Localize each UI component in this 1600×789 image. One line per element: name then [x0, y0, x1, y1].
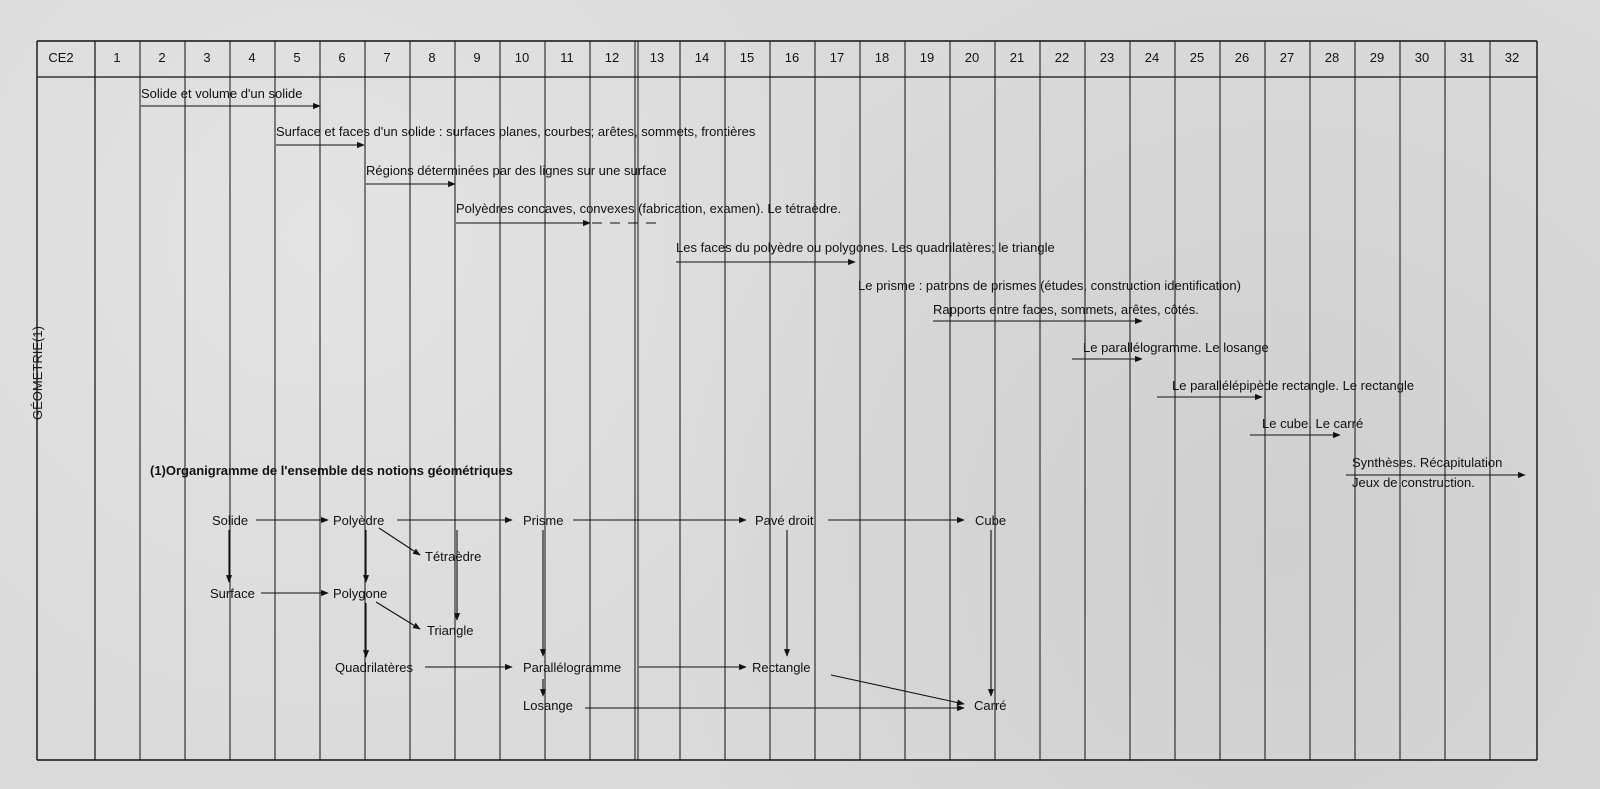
- node-pave-droit: Pavé droit: [755, 513, 814, 528]
- topic-surface: Surface et faces d'un solide : surfaces planes, courbes; arêtes, sommets, frontières: [276, 124, 756, 139]
- topic-regions: Régions déterminées par des lignes sur une surface: [366, 163, 667, 178]
- header-week-1: 1: [113, 50, 121, 65]
- topic-faces: Les faces du polyèdre ou polygones. Les quadrilatères; le triangle: [676, 240, 1055, 255]
- node-solide: Solide: [212, 513, 249, 528]
- topic-syntheses: Synthèses. Récapitulation: [1352, 455, 1503, 470]
- node-tetraedre: Tétraèdre: [425, 549, 482, 564]
- header-week-12: 12: [604, 50, 620, 65]
- header-week-6: 6: [338, 50, 346, 65]
- header-week-18: 18: [874, 50, 890, 65]
- header-week-19: 19: [919, 50, 935, 65]
- header-week-8: 8: [428, 50, 436, 65]
- header-week-5: 5: [293, 50, 301, 65]
- node-quadrilateres: Quadrilatères: [335, 660, 414, 675]
- topic-parallelogramme: Le parallélogramme. Le losange: [1083, 340, 1269, 355]
- header-week-11: 11: [560, 50, 574, 65]
- node-carre: Carré: [974, 698, 1007, 713]
- node-triangle: Triangle: [427, 623, 474, 638]
- header-level: CE2: [48, 50, 74, 65]
- header-week-20: 20: [964, 50, 980, 65]
- organigram-arrows: [229, 520, 991, 708]
- header-week-9: 9: [473, 50, 481, 65]
- header-week-17: 17: [829, 50, 845, 65]
- header-week-32: 32: [1504, 50, 1520, 65]
- topic-solide: Solide et volume d'un solide: [141, 86, 303, 101]
- node-cube: Cube: [975, 513, 1007, 528]
- node-polygone: Polygone: [333, 586, 388, 601]
- node-parallelogramme: Parallélogramme: [523, 660, 622, 675]
- topic-prisme: Le prisme : patrons de prismes (études, construction identification): [858, 278, 1241, 293]
- topic-cube: Le cube. Le carré: [1262, 416, 1364, 431]
- topic-jeux: Jeux de construction.: [1352, 475, 1475, 490]
- topic-polyedres: Polyèdres concaves, convexes (fabrication, examen). Le tétraèdre.: [456, 201, 842, 216]
- header-week-2: 2: [158, 50, 166, 65]
- header-week-22: 22: [1054, 50, 1070, 65]
- header-week-15: 15: [739, 50, 755, 65]
- row-label: GÉOMETRIE(1): [30, 326, 45, 420]
- organigram-title: (1)Organigramme de l'ensemble des notions géométriques: [150, 463, 513, 478]
- header-week-7: 7: [383, 50, 391, 65]
- header-week-16: 16: [784, 50, 800, 65]
- header-week-13: 13: [649, 50, 665, 65]
- header-week-23: 23: [1099, 50, 1115, 65]
- header-week-24: 24: [1144, 50, 1160, 65]
- header-week-4: 4: [248, 50, 256, 65]
- header-week-26: 26: [1234, 50, 1250, 65]
- org-arrow-8: [376, 602, 420, 629]
- topic-parallelepipede: Le parallélépipède rectangle. Le rectangle: [1172, 378, 1415, 393]
- node-polyedre: Polyèdre: [333, 513, 385, 528]
- header-week-28: 28: [1324, 50, 1340, 65]
- node-rectangle: Rectangle: [752, 660, 811, 675]
- header-week-14: 14: [694, 50, 710, 65]
- header-week-31: 31: [1459, 50, 1475, 65]
- node-surface: Surface: [210, 586, 255, 601]
- header-week-3: 3: [203, 50, 211, 65]
- header-week-27: 27: [1279, 50, 1295, 65]
- header-week-30: 30: [1414, 50, 1430, 65]
- header-week-21: 21: [1009, 50, 1025, 65]
- org-arrow-16: [831, 675, 964, 704]
- topic-rapports: Rapports entre faces, sommets, arêtes, côtés.: [933, 302, 1199, 317]
- header-week-25: 25: [1189, 50, 1205, 65]
- org-arrow-4: [379, 528, 420, 555]
- header-week-10: 10: [514, 50, 530, 65]
- node-losange: Losange: [523, 698, 573, 713]
- header-week-29: 29: [1369, 50, 1385, 65]
- node-prisme: Prisme: [523, 513, 564, 528]
